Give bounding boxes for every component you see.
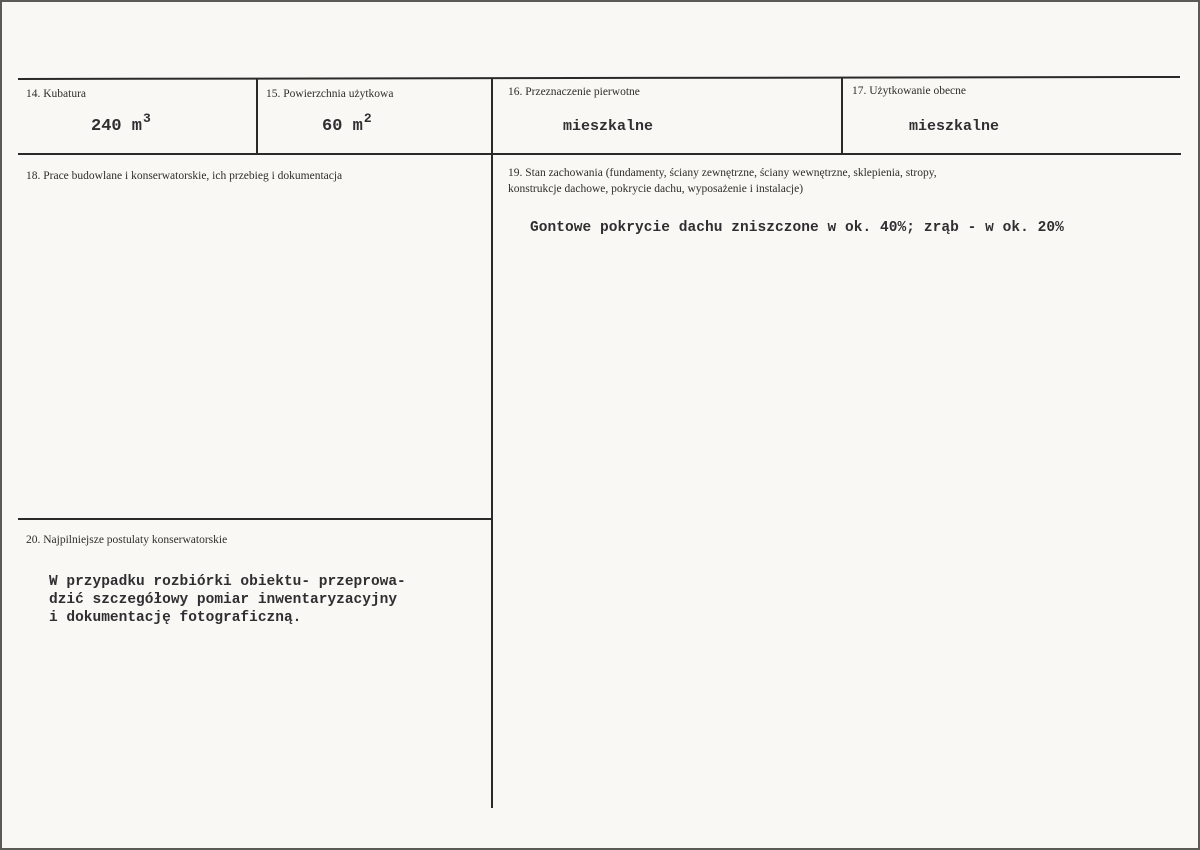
field-14-number: 240 m bbox=[91, 117, 143, 136]
field-16-value: mieszkalne bbox=[563, 118, 654, 135]
field-15-label: 15. Powierzchnia użytkowa bbox=[266, 88, 394, 100]
field-15-number: 60 m bbox=[322, 117, 363, 136]
field-17-label: 17. Użytkowanie obecne bbox=[852, 85, 967, 97]
field-15-exponent: 2 bbox=[363, 111, 372, 126]
field-19-label-line-2: konstrukcje dachowe, pokrycie dachu, wyposażenie i instalacje) bbox=[508, 183, 804, 195]
divider-16-17 bbox=[841, 78, 843, 153]
section-18-20-rule bbox=[18, 518, 492, 520]
field-20-value-line-1: W przypadku rozbiórki obiektu- przeprowa- bbox=[49, 574, 406, 590]
main-vertical-divider bbox=[491, 78, 493, 808]
field-14-exponent: 3 bbox=[143, 111, 151, 126]
field-18-label: 18. Prace budowlane i konserwatorskie, ich przebieg i dokumentacja bbox=[26, 170, 343, 182]
divider-14-15 bbox=[256, 79, 258, 154]
top-rule bbox=[18, 76, 1180, 80]
field-16-label: 16. Przeznaczenie pierwotne bbox=[508, 86, 640, 98]
header-bottom-rule bbox=[18, 153, 1181, 155]
field-20-label: 20. Najpilniejsze postulaty konserwatorskie bbox=[26, 534, 228, 546]
field-19-label-line-1: 19. Stan zachowania (fundamenty, ściany zewnętrzne, ściany wewnętrzne, sklepienia, stropy, bbox=[508, 167, 937, 179]
field-20-value-line-2: dzić szczegółowy pomiar inwentaryzacyjny bbox=[49, 592, 398, 608]
field-15-value bbox=[322, 111, 372, 136]
field-17-value: mieszkalne bbox=[909, 118, 1000, 135]
field-20-value-line-3: i dokumentację fotograficzną. bbox=[49, 610, 302, 626]
field-14-label: 14. Kubatura bbox=[26, 88, 87, 100]
field-14-value bbox=[91, 111, 151, 136]
field-19-value: Gontowe pokrycie dachu zniszczone w ok. 40%; zrąb - w ok. 20% bbox=[530, 220, 1064, 236]
